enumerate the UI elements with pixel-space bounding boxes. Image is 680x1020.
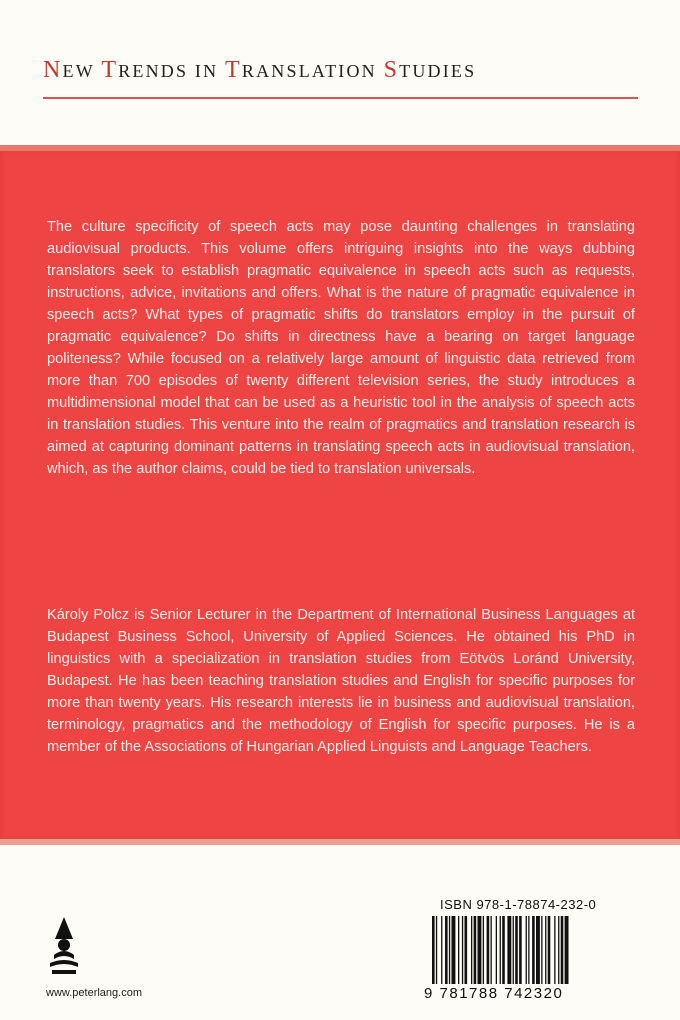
peter-lang-logo-icon [46, 915, 82, 985]
title-rule [43, 97, 638, 99]
series-word-1: NEW [43, 57, 102, 83]
book-blurb: The culture specificity of speech acts may pose daunting challenges in translating audiovisual products. This volume offers intriguing insights into the ways dubbing translators seek to establish pragmatic equivalence in speech acts such as requests, instructions, advice, invitations and offers. What is the nature of pragmatic equivalence in speech acts? What types of pragmatic shifts do translators employ in the pursuit of pragmatic equivalence? Do shifts in directness have a bearing on target language politeness? While focused on a relatively large amount of linguistic data retrieved from more than 700 episodes of twenty different television series, the study introduces a multidimensional model that can be used as a heuristic tool in the analysis of speech acts in translation studies. This venture into the realm of pragmatics and translation research is aimed at capturing dominant patterns in translating speech acts in audiovisual translation, which, as the author claims, could be tied to translation universals. [47, 219, 635, 477]
panel-edge-top [0, 145, 680, 151]
author-bio: Károly Polcz is Senior Lecturer in the Department of International Business Languages at Budapest Business School, University of Applied Sciences. He obtained his PhD in linguistics with a specialization in translation studies from Eötvös Loránd University, Budapest. He has been teaching translation studies and English for specific purposes for more than twenty years. His research interests lie in business and audiovisual translation, terminology, pragmatics and the methodology of English for specific purposes. He is a member of the Associations of Hungarian Applied Linguists and Language Teachers. [47, 607, 635, 755]
publisher-url[interactable]: www.peterlang.com [46, 987, 142, 999]
series-word-3: TRANSLATION [225, 57, 384, 83]
barcode-digits: 9 781788 742320 [424, 985, 564, 1002]
isbn-label: ISBN 978-1-78874-232-0 [440, 897, 597, 912]
series-word-2: TRENDS IN [101, 57, 225, 83]
barcode-icon [430, 916, 638, 990]
series-title [43, 57, 643, 84]
series-word-4: STUDIES [383, 57, 477, 83]
